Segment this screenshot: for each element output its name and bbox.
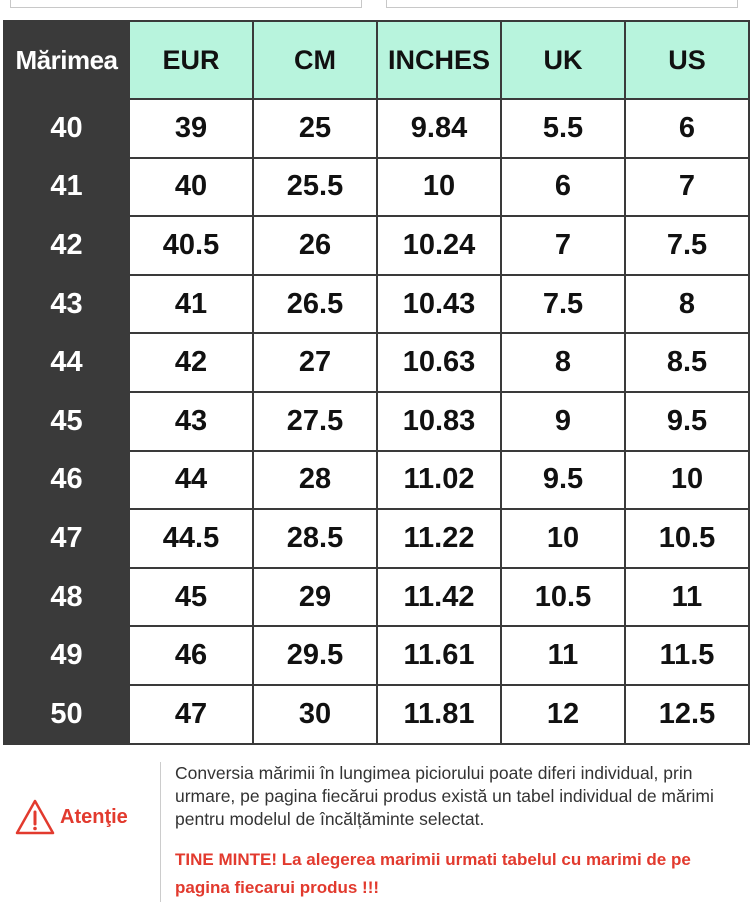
cell-inches: 11.61 — [377, 626, 501, 685]
cell-cm: 27 — [253, 333, 377, 392]
cell-inches: 11.02 — [377, 451, 501, 510]
cell-us: 6 — [625, 99, 749, 158]
cell-eur: 46 — [129, 626, 253, 685]
table-row — [4, 568, 749, 627]
cell-eur: 40 — [129, 158, 253, 217]
header-inches: INCHES — [377, 21, 501, 99]
cell-eur: 41 — [129, 275, 253, 334]
cell-us: 11.5 — [625, 626, 749, 685]
table-row — [4, 216, 749, 275]
header-uk: UK — [501, 21, 625, 99]
cell-us: 7.5 — [625, 216, 749, 275]
cell-uk: 5.5 — [501, 99, 625, 158]
cell-size: 41 — [4, 158, 129, 217]
cell-cm: 29 — [253, 568, 377, 627]
warning-label: Atenţie — [60, 805, 128, 828]
cell-size: 48 — [4, 568, 129, 627]
notice-text: Conversia mărimii în lungimea piciorului poate diferi individual, prin urmare, pe pagina fiecărui produs există un tabel individual de mărimi pentru modelul de încălțăminte selectat. — [175, 763, 714, 829]
cell-cm: 28 — [253, 451, 377, 510]
cell-uk: 12 — [501, 685, 625, 744]
cell-cm: 26 — [253, 216, 377, 275]
cell-inches: 10.24 — [377, 216, 501, 275]
cell-inches: 10.83 — [377, 392, 501, 451]
cell-uk: 9.5 — [501, 451, 625, 510]
cell-us: 10.5 — [625, 509, 749, 568]
cell-cm: 28.5 — [253, 509, 377, 568]
cell-inches: 9.84 — [377, 99, 501, 158]
cell-us: 8 — [625, 275, 749, 334]
cell-cm: 25 — [253, 99, 377, 158]
cell-uk: 9 — [501, 392, 625, 451]
cell-us: 9.5 — [625, 392, 749, 451]
table-row — [4, 158, 749, 217]
cell-size: 47 — [4, 509, 129, 568]
cell-cm: 26.5 — [253, 275, 377, 334]
cell-uk: 11 — [501, 626, 625, 685]
cell-cm: 29.5 — [253, 626, 377, 685]
cell-inches: 11.22 — [377, 509, 501, 568]
table-row — [4, 99, 749, 158]
cell-eur: 44 — [129, 451, 253, 510]
cell-inches: 10.43 — [377, 275, 501, 334]
cell-us: 7 — [625, 158, 749, 217]
cell-uk: 6 — [501, 158, 625, 217]
cell-cm: 25.5 — [253, 158, 377, 217]
table-row — [4, 451, 749, 510]
cell-inches: 11.42 — [377, 568, 501, 627]
header-eur: EUR — [129, 21, 253, 99]
table-row — [4, 509, 749, 568]
cell-eur: 40.5 — [129, 216, 253, 275]
cell-size: 42 — [4, 216, 129, 275]
cell-uk: 7.5 — [501, 275, 625, 334]
table-header-row — [4, 21, 749, 99]
cell-size: 44 — [4, 333, 129, 392]
cell-size: 40 — [4, 99, 129, 158]
cell-us: 8.5 — [625, 333, 749, 392]
cell-us: 11 — [625, 568, 749, 627]
header-size: Mărimea — [4, 21, 129, 99]
table-row — [4, 275, 749, 334]
header-cm: CM — [253, 21, 377, 99]
cell-uk: 10 — [501, 509, 625, 568]
notice-reminder: TINE MINTE! La alegerea marimii urmati tabelul cu marimi de pe pagina fiecarui produs !!! — [175, 850, 691, 897]
cell-size: 50 — [4, 685, 129, 744]
table-row — [4, 626, 749, 685]
notice-divider — [160, 762, 161, 902]
warning-area — [14, 798, 128, 836]
cell-size: 46 — [4, 451, 129, 510]
cell-us: 10 — [625, 451, 749, 510]
cell-uk: 8 — [501, 333, 625, 392]
cell-cm: 30 — [253, 685, 377, 744]
cell-eur: 39 — [129, 99, 253, 158]
table-row — [4, 333, 749, 392]
cell-us: 12.5 — [625, 685, 749, 744]
cell-inches: 10.63 — [377, 333, 501, 392]
top-box-left — [10, 0, 362, 8]
size-chart-table — [3, 20, 750, 745]
cell-size: 45 — [4, 392, 129, 451]
cell-cm: 27.5 — [253, 392, 377, 451]
cell-eur: 44.5 — [129, 509, 253, 568]
top-strip — [0, 0, 750, 20]
top-box-right — [386, 0, 738, 8]
table-body — [4, 99, 749, 744]
cell-uk: 10.5 — [501, 568, 625, 627]
table-row — [4, 685, 749, 744]
notice-section — [0, 752, 750, 912]
warning-triangle-icon — [14, 798, 56, 836]
cell-inches: 11.81 — [377, 685, 501, 744]
cell-size: 43 — [4, 275, 129, 334]
cell-eur: 47 — [129, 685, 253, 744]
cell-size: 49 — [4, 626, 129, 685]
cell-eur: 43 — [129, 392, 253, 451]
cell-eur: 45 — [129, 568, 253, 627]
header-us: US — [625, 21, 749, 99]
cell-inches: 10 — [377, 158, 501, 217]
table-row — [4, 392, 749, 451]
cell-uk: 7 — [501, 216, 625, 275]
cell-eur: 42 — [129, 333, 253, 392]
